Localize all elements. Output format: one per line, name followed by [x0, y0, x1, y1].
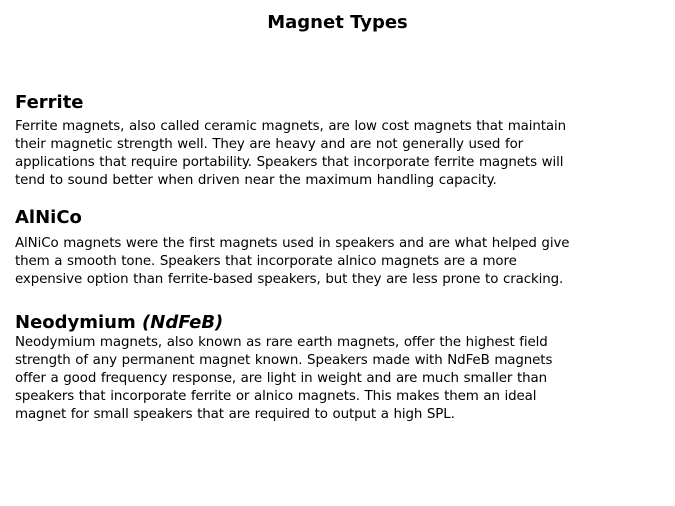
body-line: speakers that incorporate ferrite or alnico magnets. This makes them an ideal — [15, 389, 537, 404]
heading-suffix: (NdFeB) — [142, 312, 224, 333]
page-title: Magnet Types — [267, 12, 408, 33]
body-line: Ferrite magnets, also called ceramic magnets, are low cost magnets that maintain — [15, 119, 567, 134]
section-heading-ferrite: Ferrite — [15, 92, 84, 113]
body-line: Neodymium magnets, also known as rare earth magnets, offer the highest field — [15, 335, 548, 350]
heading-main: Neodymium — [15, 312, 136, 333]
body-line: AlNiCo magnets were the first magnets used in speakers and are what helped give — [15, 236, 570, 251]
body-line: offer a good frequency response, are light in weight and are much smaller than — [15, 371, 547, 386]
section-body-neodymium — [15, 334, 663, 424]
body-line: expensive option than ferrite-based speakers, but they are less prone to cracking. — [15, 272, 564, 287]
body-line: magnet for small speakers that are required to output a high SPL. — [15, 407, 455, 422]
section-alnico — [15, 207, 663, 289]
body-line: applications that require portability. Speakers that incorporate ferrite magnets will — [15, 155, 564, 170]
body-line: tend to sound better when driven near the maximum handling capacity. — [15, 173, 497, 188]
section-heading-alnico: AlNiCo — [15, 207, 82, 228]
section-heading-neodymium — [15, 312, 663, 334]
body-line: their magnetic strength well. They are heavy and are not generally used for — [15, 137, 524, 152]
section-body-alnico — [15, 235, 663, 289]
section-neodymium — [15, 312, 663, 424]
section-body-ferrite — [15, 118, 663, 190]
body-line: strength of any permanent magnet known. Speakers made with NdFeB magnets — [15, 353, 553, 368]
body-line: them a smooth tone. Speakers that incorporate alnico magnets are a more — [15, 254, 517, 269]
section-ferrite — [15, 92, 663, 190]
